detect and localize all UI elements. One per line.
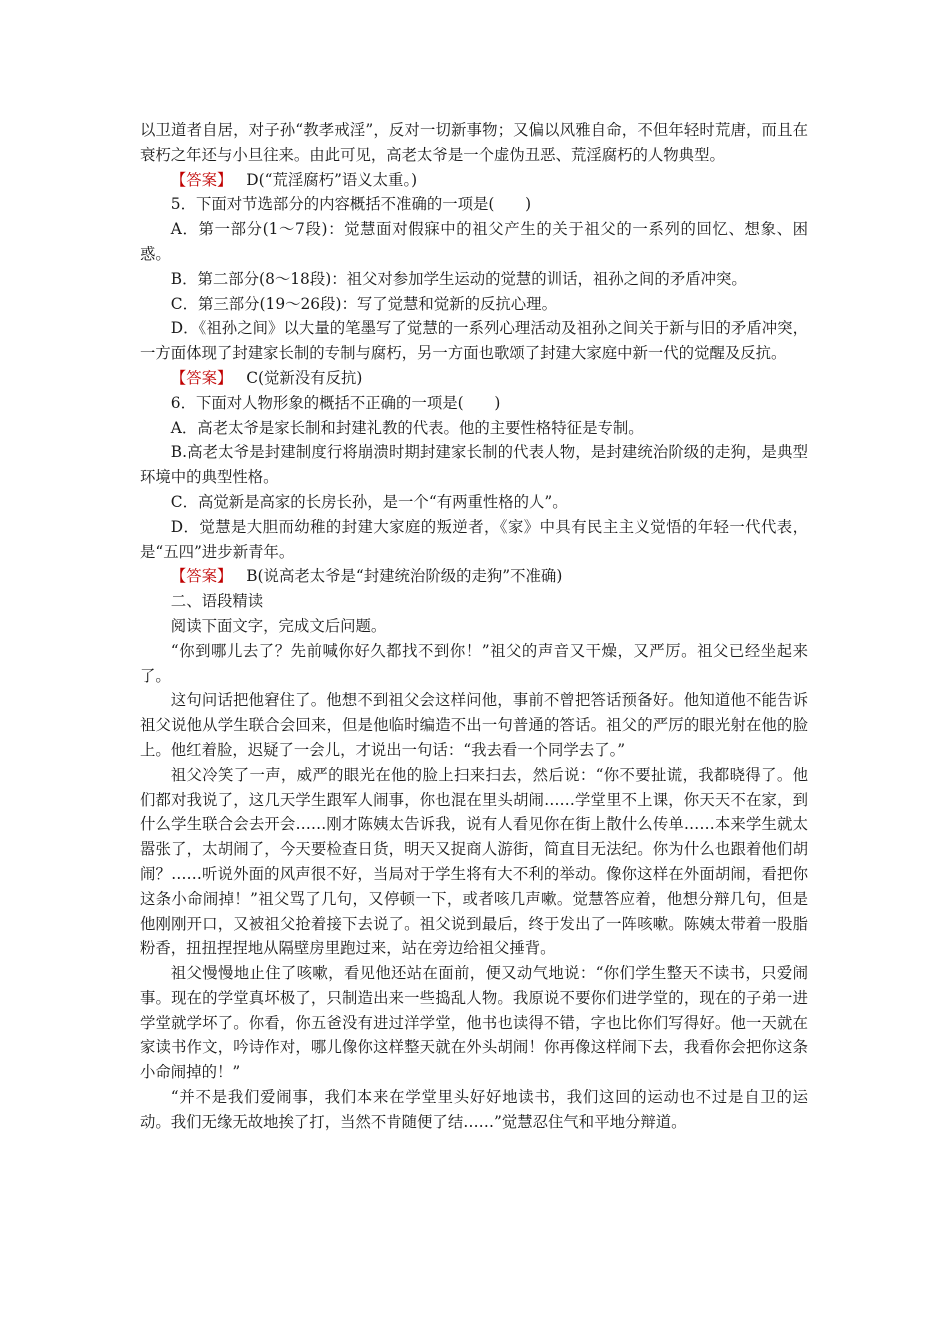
- answer-label: 【答案】: [170, 567, 233, 586]
- section-heading: 二、语段精读: [170, 592, 264, 611]
- question-5-option-c: C．第三部分(19～26段)：写了觉慧和觉新的反抗心理。: [170, 294, 557, 313]
- answer-text: C(觉新没有反抗): [246, 368, 363, 387]
- question-5-option-d: D．《祖孙之间》以大量的笔墨写了觉慧的一系列心理活动及祖孙之间关于新与旧的矛盾冲突，一方面体现了封建家长制的专制与腐朽，另一方面也歌颂了封建大家庭中新一代的觉醒及反抗。: [140, 319, 808, 363]
- answer-text: D(“荒淫腐朽”语义太重。): [246, 170, 418, 189]
- passage-paragraph: “你到哪儿去了？先前喊你好久都找不到你！”祖父的声音又干燥，又严厉。祖父已经坐起来了。: [140, 641, 808, 685]
- passage-paragraph: 祖父冷笑了一声，威严的眼光在他的脸上扫来扫去，然后说：“你不要扯谎，我都晓得了。他们都对我说了，这几天学生跟军人闹事，你也混在里头胡闹……学堂里不上课，你天天不在家，到什么学生联合会去开会……刚才陈姨太告诉我，说有人看见你在街上散什么传单……本来学生就太嚣张了，太胡闹了，今天要检查日货，明天又捉商人游街，简直目无法纪。你为什么也跟着他们胡闹？……听说外面的风声很不好，当局对于学生将有大不利的举动。像你这样在外面胡闹，看把你这条小命闹掉！”祖父骂了几句，又停顿一下，或者咳几声嗽。觉慧答应着，他想分辩几句，但是他刚刚开口，又被祖父抢着接下去说了。祖父说到最后，终于发出了一阵咳嗽。陈姨太带着一股脂粉香，扭扭捏捏地从隔壁房里跑过来，站在旁边给祖父捶背。: [140, 765, 808, 958]
- question-6-stem: 6．下面对人物形象的概括不正确的一项是( ): [170, 393, 501, 412]
- section-instruction: 阅读下面文字，完成文后问题。: [170, 616, 387, 635]
- answer-5: [140, 366, 808, 391]
- question-6-option-c: C．高觉新是高家的长房长孙，是一个“有两重性格的人”。: [170, 492, 568, 511]
- question-6-option-a: A．高老太爷是家长制和封建礼教的代表。他的主要性格特征是专制。: [170, 418, 644, 437]
- question-5-option-a: A．第一部分(1～7段)：觉慧面对假寐中的祖父产生的关于祖父的一系列的回忆、想象、困惑。: [140, 220, 808, 263]
- passage-paragraph: “并不是我们爱闹事，我们本来在学堂里头好好地读书，我们这回的运动也不过是自卫的运动。我们无缘无故地挨了打，当然不肯随便了结……”觉慧忍住气和平地分辩道。: [140, 1088, 808, 1131]
- document-page: [140, 118, 808, 1135]
- question-5-option-b: B．第二部分(8～18段)：祖父对参加学生运动的觉慧的训话，祖孙之间的矛盾冲突。: [170, 269, 747, 288]
- passage-paragraph: 这句问话把他窘住了。他想不到祖父会这样问他，事前不曾把答话预备好。他知道他不能告诉祖父说他从学生联合会回来，但是他临时编造不出一句普通的答话。祖父的严厉的眼光射在他的脸上。他红着脸，迟疑了一会儿，才说出一句话：“我去看一个同学去了。”: [140, 691, 808, 759]
- answer-4: [140, 168, 808, 193]
- passage-paragraph: 祖父慢慢地止住了咳嗽，看见他还站在面前，便又动气地说：“你们学生整天不读书，只爱闹事。现在的学堂真坏极了，只制造出来一些捣乱人物。我原说不要你们进学堂的，现在的子弟一进学堂就学坏了。你看，你五爸没有进过洋学堂，他书也读得不错，字也比你们写得好。他一天就在家读书作文，吟诗作对，哪儿像你这样整天就在外头胡闹！你再像这样闹下去，我看你会把你这条小命闹掉的！”: [140, 964, 808, 1082]
- answer-text: B(说高老太爷是“封建统治阶级的走狗”不准确): [246, 567, 563, 586]
- answer-label: 【答案】: [170, 368, 233, 387]
- answer-label: 【答案】: [170, 170, 233, 189]
- paragraph-continued: 以卫道者自居，对子孙“教孝戒淫”，反对一切新事物；又偏以风雅自命，不但年轻时荒唐，而且在衰朽之年还与小旦往来。由此可见，高老太爷是一个虚伪丑恶、荒淫腐朽的人物典型。: [140, 121, 808, 164]
- question-6-option-d: D．觉慧是大胆而幼稚的封建大家庭的叛逆者，《家》中具有民主主义觉悟的年轻一代代表，是“五四”进步新青年。: [140, 517, 808, 561]
- question-6-option-b: B.高老太爷是封建制度行将崩溃时期封建家长制的代表人物，是封建统治阶级的走狗，是典型环境中的典型性格。: [140, 443, 808, 487]
- answer-6: [140, 564, 808, 589]
- question-5-stem: 5．下面对节选部分的内容概括不准确的一项是( ): [170, 195, 532, 214]
